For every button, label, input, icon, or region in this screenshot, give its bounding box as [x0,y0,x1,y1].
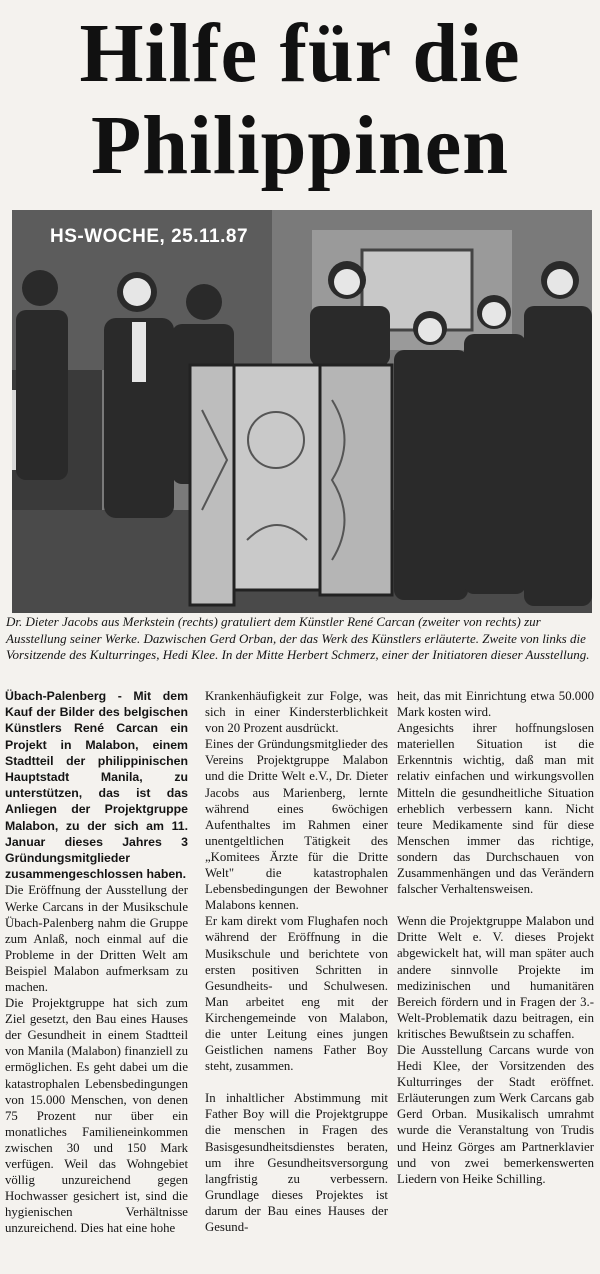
article-paragraph: Eines der Gründungsmitglieder des Vereins Projektgruppe Malabon und die Dritte Welt e.V., Dr. Dieter Jacobs aus Marienberg, lernte während eines 6wöchigen Aufenthaltes im Rahmen einer unentgeltlichen Tätigkeit des „Komitees Ärzte für die Dritte Welt" die katastrophalen Lebensbedingungen der Bewohner Malabons kennen. [205,737,388,913]
article-paragraph: heit, das mit Einrichtung etwa 50.000 Mark kosten wird. [397,689,594,720]
article-paragraph: In inhaltlicher Abstimmung mit Father Boy will die Projektgruppe die menschen in Fragen des Basisgesundheitsdienstes beraten, um ihre Gesundheitsversorgung langfristig zu verbessern. Grundlage dieses Projektes ist darum der Bau eines Hauses der Gesund- [205,1091,388,1234]
headline-line-2: Philippinen [90,99,510,192]
article-paragraph: Die Projektgruppe hat sich zum Ziel gesetzt, den Bau eines Hauses der Gesundheit in einem Stadtteil von Manila (Malabon) finanziell zu ermöglichen. Es geht dabei um die katastrophalen Lebensbedingungen von 15.000 Menschen, von denen 75 Prozent nur über ein monatliches Familieneinkommen zwischen 30 und 150 Mark verfügen. Weil das Wohngebiet völlig unzureichend gegen Hochwasser gesichert ist, sind die hygienischen Verhältnisse unzureichend. Dies hat eine hohe [5,996,188,1236]
article-paragraph: Er kam direkt vom Flughafen noch während der Eröffnung in die Musikschule und berichtete von ersten positiven Schritten in Gesundheits- und Schulwesen. Man arbeitet eng mit der Kirchengemeinde von Malabon, die unter Leitung eines jungen Geistlichen namens Father Boy steht, zusammen. [205,914,388,1074]
news-photo [12,210,592,613]
article-paragraph: Angesichts ihrer hoffnungslosen materiellen Situation ist die Erkenntnis wichtig, daß man mit relativ einfachen und wirkungsvollen Mitteln die gesundheitliche Situation erheblich verbessern kann. Nicht teure Medikamente sind für diese Menschen immer das richtige, sondern das Durchschauen von Zusammenhängen und das Verändern falscher Verhaltensweisen. [397,721,594,897]
article-paragraph: Krankenhäufigkeit zur Folge, was sich in einer Kindersterblichkeit von 20 Prozent ausdrückt. [205,689,388,736]
article-paragraph: Die Eröffnung der Ausstellung der Werke Carcans in der Musikschule Übach-Palenberg nahm die Gruppe zum Anlaß, noch einmal auf die Probleme in der Dritten Welt am Beispiel Malabon aufmerksam zu machen. [5,883,188,994]
article-paragraph: Wenn die Projektgruppe Malabon und Dritte Welt e. V. dieses Projekt abgewickelt hat, will man später auch andere sinnvolle Projekte im medizinischen und humanitären Bereich fördern und in Fragen der 3.-Welt-Problematik dazu beitragen, ein kritisches Bewußtsein zu schaffen. [397,914,594,1041]
headline-line-1: Hilfe für die [79,7,521,100]
photo-watermark: HS-WOCHE, 25.11.87 [50,226,249,247]
article-column-3 [397,688,594,1187]
headline [6,0,594,205]
photo-caption: Dr. Dieter Jacobs aus Merkstein (rechts) gratuliert dem Künstler René Carcan (zweiter von rechts) zur Ausstellung seiner Werke. Dazwischen Gerd Orban, der das Werk des Künstlers erläuterte. Zweite von links die Vorsitzende des Kulturringes, Hedi Klee. In der Mitte Herbert Schmerz, einer der Initiatoren dieser Ausstellung. [6,614,590,662]
article-column-2 [205,688,388,1235]
photo-scene [12,210,592,613]
article-paragraph: Die Ausstellung Carcans wurde von Hedi Klee, der Vorsitzenden des Kulturringes der Stadt eröffnet. Erläuterungen zum Werk Carcans gab Gerd Orban. Musikalisch umrahmt wurde die Veranstaltung von Trudis und Heinz Görges am Partnerklavier und von zwei bemerkenswerten Liedern von Heike Schilling. [397,1042,594,1186]
article-lead: Übach-Palenberg - Mit dem Kauf der Bilder des belgischen Künstlers René Carcan ein Projekt in Malabon, einem Stadtteil der philippinischen Hauptstadt Manila, zu unterstützen, das ist das Anliegen der Projektgruppe Malabon, zu der sich am 11. Januar dieses Jahres 3 Gründungsmitglieder zusammengeschlossen haben. [5,689,188,882]
article-column-1 [5,688,188,1237]
